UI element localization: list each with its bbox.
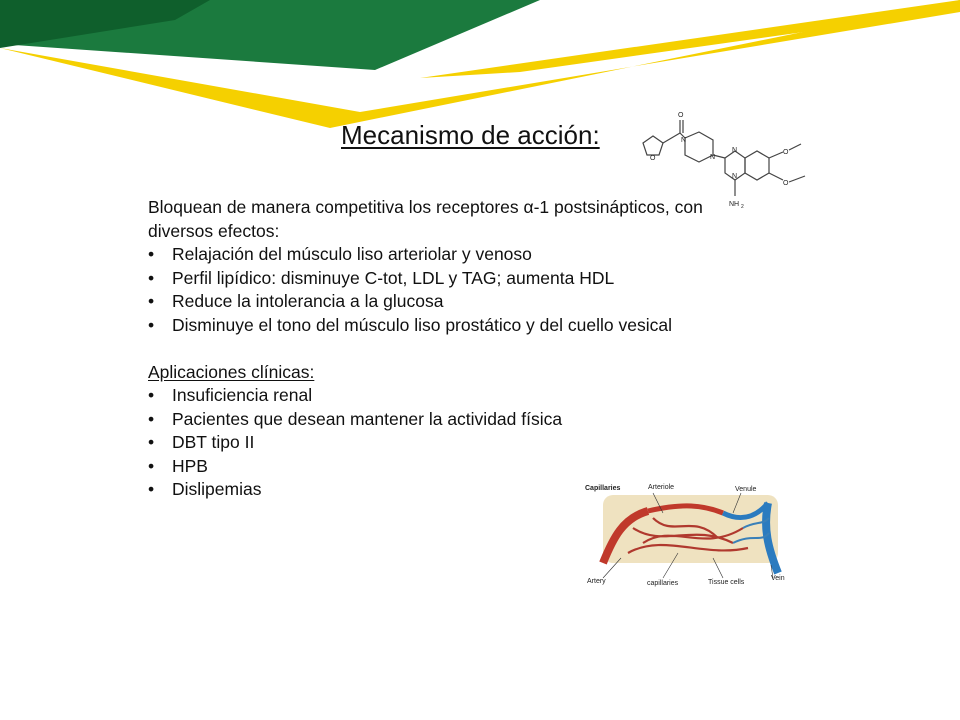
spacer (148, 337, 708, 361)
applications-item-1: • Insuficiencia renal (148, 384, 708, 408)
capillary-network-illustration (583, 483, 793, 593)
effects-item-4: • Disminuye el tono del músculo liso prostático y del cuello vesical (148, 314, 708, 338)
capillary-drawing (583, 483, 793, 593)
label-capillaries: capillaries (647, 580, 679, 587)
effects-item-1: • Relajación del músculo liso arteriolar y venoso (148, 243, 708, 267)
label-arteriole: Arteriole (648, 484, 675, 491)
atom-o-methoxy-1: O (783, 149, 789, 156)
effects-item-3: • Reduce la intolerancia a la glucosa (148, 290, 708, 314)
applications-heading: Aplicaciones clínicas: (148, 361, 315, 382)
slide-title: Mecanismo de acción: (341, 120, 600, 150)
label-tissue-cells: Tissue cells (708, 579, 745, 586)
applications-item-5: • Dislipemias (148, 478, 708, 502)
label-artery: Artery (587, 578, 606, 585)
label-vein: Vein (771, 575, 785, 582)
effects-list (148, 243, 708, 337)
intro-paragraph: Bloquean de manera competitiva los receptores α-1 postsinápticos, con diversos efectos: (148, 197, 703, 241)
effects-item-2: • Perfil lipídico: disminuye C-tot, LDL y TAG; aumenta HDL (148, 267, 708, 291)
atom-nh2: NH (729, 201, 740, 208)
applications-item-4: • HPB (148, 455, 708, 479)
atom-o-methoxy-2: O (783, 180, 789, 187)
atom-n-quinazoline-1: N (732, 147, 738, 154)
atom-n-piperazine-top: N (681, 137, 687, 144)
header-banner (0, 0, 960, 140)
label-capillaries-title: Capillaries (585, 485, 621, 492)
atom-o-ring: O (650, 155, 656, 162)
applications-item-3: • DBT tipo II (148, 431, 708, 455)
slide-body (148, 196, 708, 502)
applications-item-2: • Pacientes que desean mantener la actividad física (148, 408, 708, 432)
label-venule: Venule (735, 486, 757, 493)
atom-nh2-subscript: 2 (741, 204, 744, 210)
atom-o-carbonyl: O (678, 112, 684, 119)
atom-n-quinazoline-3: N (732, 173, 738, 180)
atom-n-piperazine-bottom: N (710, 154, 716, 161)
